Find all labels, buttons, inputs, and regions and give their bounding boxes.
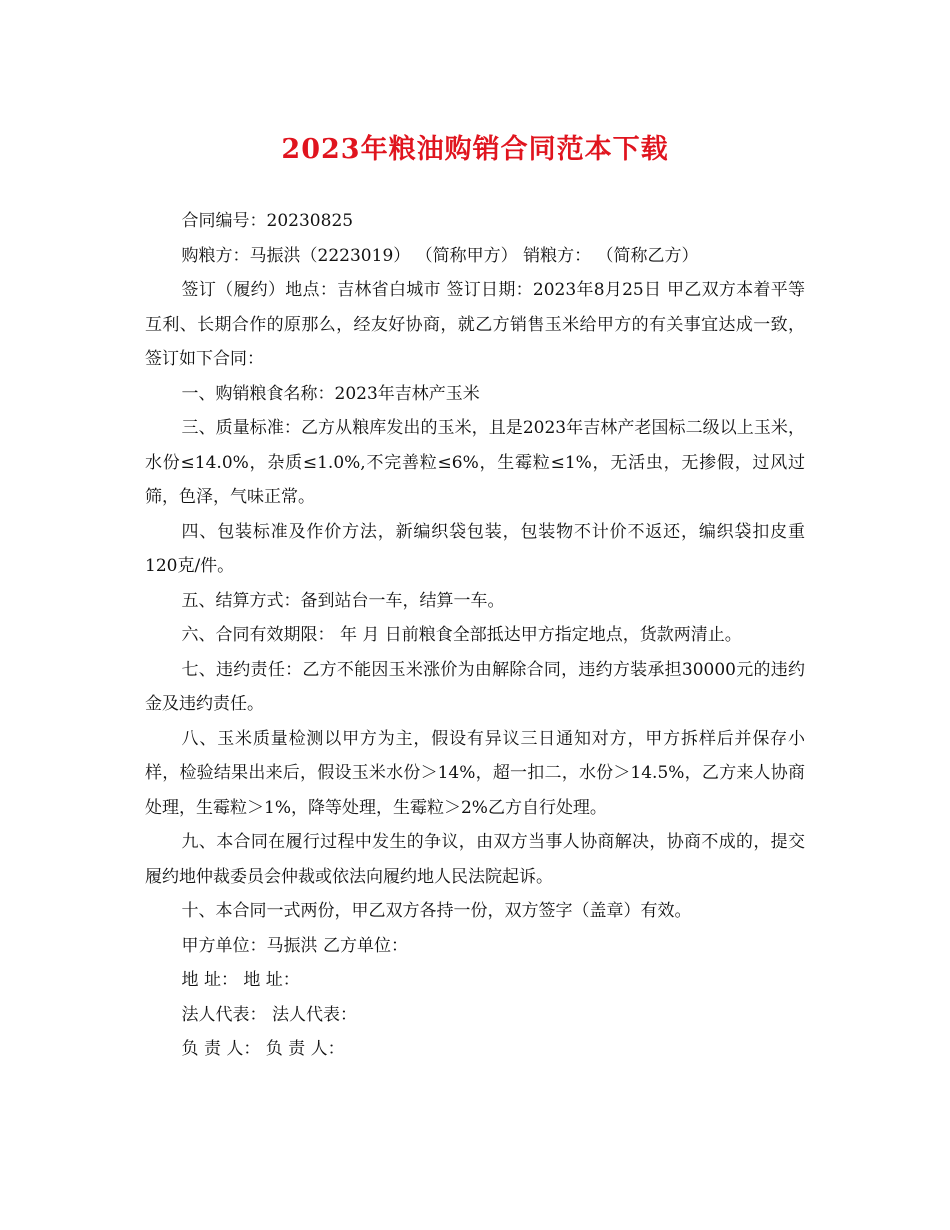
clause-quality-inspection: 八、玉米质量检测以甲方为主，假设有异议三日通知对方，甲方拆样后并保存小样，检验结果出来后，假设玉米水份＞14%，超一扣二，水份＞14.5%，乙方来人协商处理，生霉粒＞1%，降等处理，生霉粒＞2%乙方自行处理。 bbox=[145, 728, 805, 818]
signing-place-and-date: 签订（履约）地点：吉林省白城市 签订日期：2023年8月25日 甲乙双方本着平等互利、长期合作的原那么，经友好协商，就乙方销售玉米给甲方的有关事宜达成一致，签订如下合同： bbox=[145, 280, 805, 369]
parties-line: 购粮方：马振洪（2223019） （简称甲方） 销粮方： （简称乙方） bbox=[181, 245, 699, 266]
document-title: 2023年粮油购销合同范本下载 bbox=[281, 134, 669, 165]
signature-legal-rep: 法人代表： 法人代表： bbox=[181, 1004, 357, 1025]
clause-validity-period: 六、合同有效期限： 年 月 日前粮食全部抵达甲方指定地点，货款两清止。 bbox=[181, 625, 742, 645]
clause-disputes: 九、本合同在履行过程中发生的争议，由双方当事人协商解决，协商不成的，提交履约地仲裁委员会仲裁或依法向履约地人民法院起诉。 bbox=[145, 832, 805, 887]
clause-grain-name: 一、购销粮食名称：2023年吉林产玉米 bbox=[181, 383, 480, 404]
signature-address: 地 址： 地 址： bbox=[181, 970, 300, 990]
signature-responsible-person: 负 责 人： 负 责 人： bbox=[181, 1039, 345, 1059]
clause-settlement: 五、结算方式：备到站台一车，结算一车。 bbox=[181, 590, 505, 611]
contract-number: 合同编号：20230825 bbox=[181, 211, 354, 231]
clause-quality-standard: 三、质量标准：乙方从粮库发出的玉米，且是2023年吉林产老国标二级以上玉米，水份≤14.0%，杂质≤1.0%,不完善粒≤6%，生霉粒≤1%，无活虫，无掺假，过风过筛，色泽，气味正常。 bbox=[145, 418, 805, 507]
document-body bbox=[145, 204, 805, 1067]
clause-liability: 七、违约责任：乙方不能因玉米涨价为由解除合同，违约方装承担30000元的违约金及违约责任。 bbox=[145, 659, 805, 714]
clause-copies: 十、本合同一式两份，甲乙双方各持一份，双方签字（盖章）有效。 bbox=[181, 901, 692, 921]
signature-unit: 甲方单位：马振洪 乙方单位： bbox=[181, 935, 408, 956]
clause-packaging: 四、包装标准及作价方法，新编织袋包装，包装物不计价不返还，编织袋扣皮重120克/件。 bbox=[145, 521, 805, 576]
